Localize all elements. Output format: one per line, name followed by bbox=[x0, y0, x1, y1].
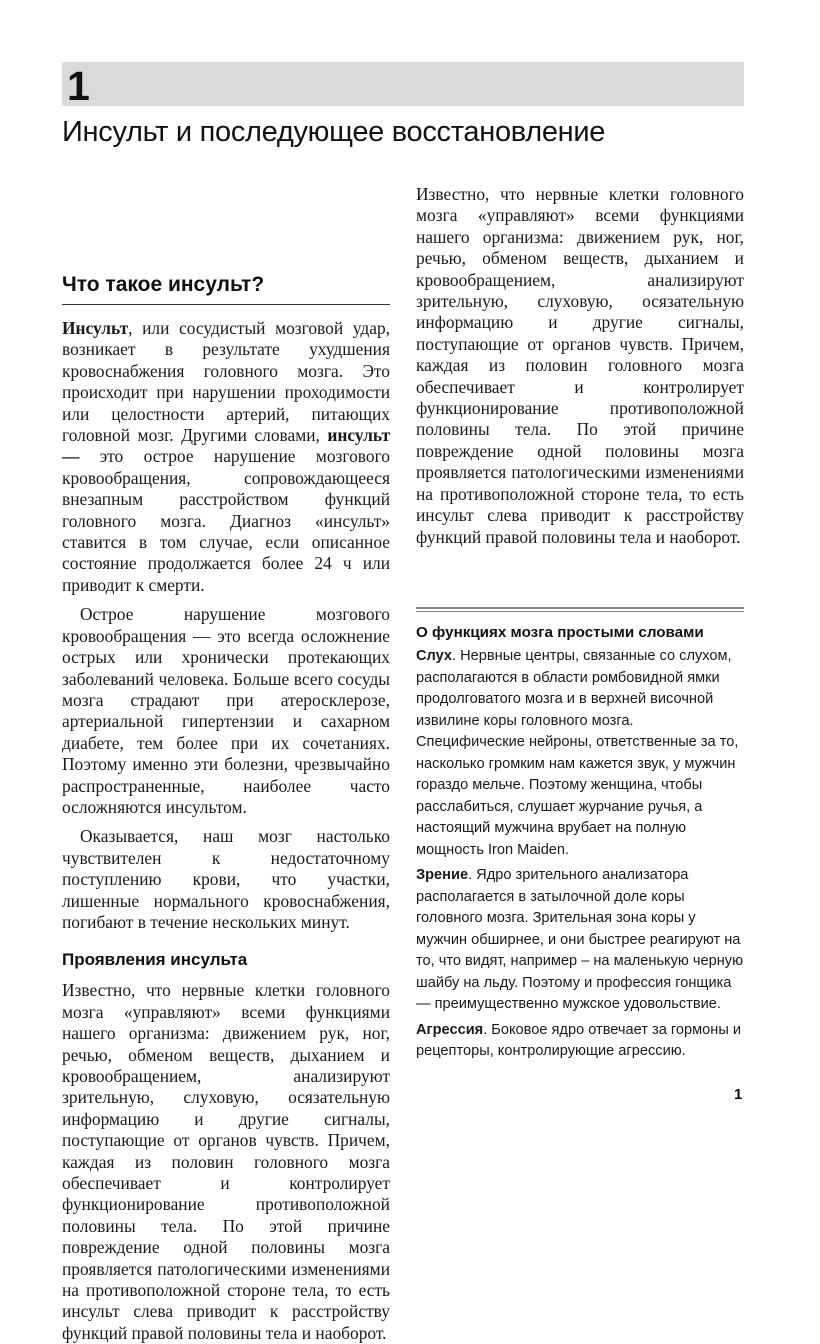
paragraph-manifestations: Известно, что нервные клетки головного мозга «управляют» всеми функциями нашего организма: движением рук, ног, речью, обменом веществ, дыханием и кровообращением, анализируют зрительную, слуховую, осязательную информацию и другие сигналы, поступающие от органов чувств. Причем, каждая из половин головного мозга обеспечивает и контролирует функционирование противоположной половины тела. По этой причине повреждение одной половины мозга проявляется патологическими изменениями на противоположной стороне тела, то есть инсульт слева приводит к расстройству функций правой половины тела и наоборот. bbox=[62, 980, 390, 1343]
section-heading-what-is-stroke: Что такое инсульт? bbox=[62, 270, 390, 305]
sidebar-item-hearing: Слух. Нервные центры, связанные со слухом, располагаются в области ромбовидной ямки продолговатого мозга и в верхней височной извилине коры головного мозга. Специфические нейроны, ответственные за то, насколько громким нам кажется звук, у мужчин гораздо мельче. Поэтому женщина, чтобы расслабиться, слушает журчание ручья, а настоящий мужчина врубает на полную мощность Iron Maiden. bbox=[416, 648, 739, 858]
right-column bbox=[416, 184, 744, 1067]
section-heading-manifestations: Проявления инсульта bbox=[62, 950, 248, 970]
page-number: 1 bbox=[734, 1086, 743, 1103]
paragraph-sensitivity: Оказывается, наш мозг настолько чувствителен к недостаточному поступлению крови, что участки, лишенные нормального кровоснабжения, погибают в течение нескольких минут. bbox=[62, 826, 390, 932]
left-column bbox=[62, 270, 390, 1343]
sidebar-rule bbox=[416, 607, 744, 612]
chapter-number: 1 bbox=[67, 63, 90, 109]
paragraph-causes: Острое нарушение мозгового кровообращения — это всегда осложнение острых или хронически протекающих заболеваний человека. Больше всего сосуды мозга страдают при атеросклерозе, артериальной гипертензии и сахарном диабете, тем более при их сочетаниях. Поэтому именно эти болезни, чрезвычайно распространенные, наиболее часто осложняются инсультом. bbox=[62, 604, 390, 817]
term-stroke: Инсульт bbox=[62, 318, 129, 338]
chapter-title: Инсульт и последующее восстановление bbox=[62, 116, 606, 148]
chapter-header-bar bbox=[62, 62, 744, 106]
sidebar-item-aggression: Агрессия. Боковое ядро отвечает за гормоны и рецепторы, контролирующие агрессию. bbox=[416, 1021, 742, 1059]
sidebar-item-vision: Зрение. Ядро зрительного анализатора располагается в затылочной доле коры головного мозга. Зрительная зона коры у мужчин обширнее, и они быстрее реагируют на то, что видят, например – на маленькую черную шайбу на льду. Поэтому и профессия гонщика — преимущественно мужское удовольствие. bbox=[416, 867, 744, 1012]
paragraph-manifestations-continued: Известно, что нервные клетки головного мозга «управляют» всеми функциями нашего организма: движением рук, ног, речью, обменом веществ, дыханием и кровообращением, анализируют зрительную, слуховую, осязательную информацию и другие сигналы, поступающие от органов чувств. Причем, каждая из половин головного мозга обеспечивает и контролирует функционирование противоположной половины тела. По этой причине повреждение одной половины мозга проявляется патологическими изменениями на противоположной стороне тела, то есть инсульт слева приводит к расстройству функций правой половины тела и наоборот. bbox=[416, 184, 744, 547]
paragraph-definition: Инсульт, или сосудистый мозговой удар, возникает в результате ухудшения кровоснабжения головного мозга. Это происходит при нарушении проходимости или целостности артерий, питающих головной мозг. Другими словами, инсульт — это острое нарушение мозгового кровообращения, сопровождающееся внезапным расстройством функций головного мозга. Диагноз «инсульт» ставится в том случае, если описанное состояние продолжается более 24 ч или приводит к смерти. bbox=[62, 318, 390, 595]
sidebar-title: О функциях мозга простыми словами bbox=[416, 624, 704, 641]
term-stroke-2: инсульт — bbox=[62, 425, 390, 467]
